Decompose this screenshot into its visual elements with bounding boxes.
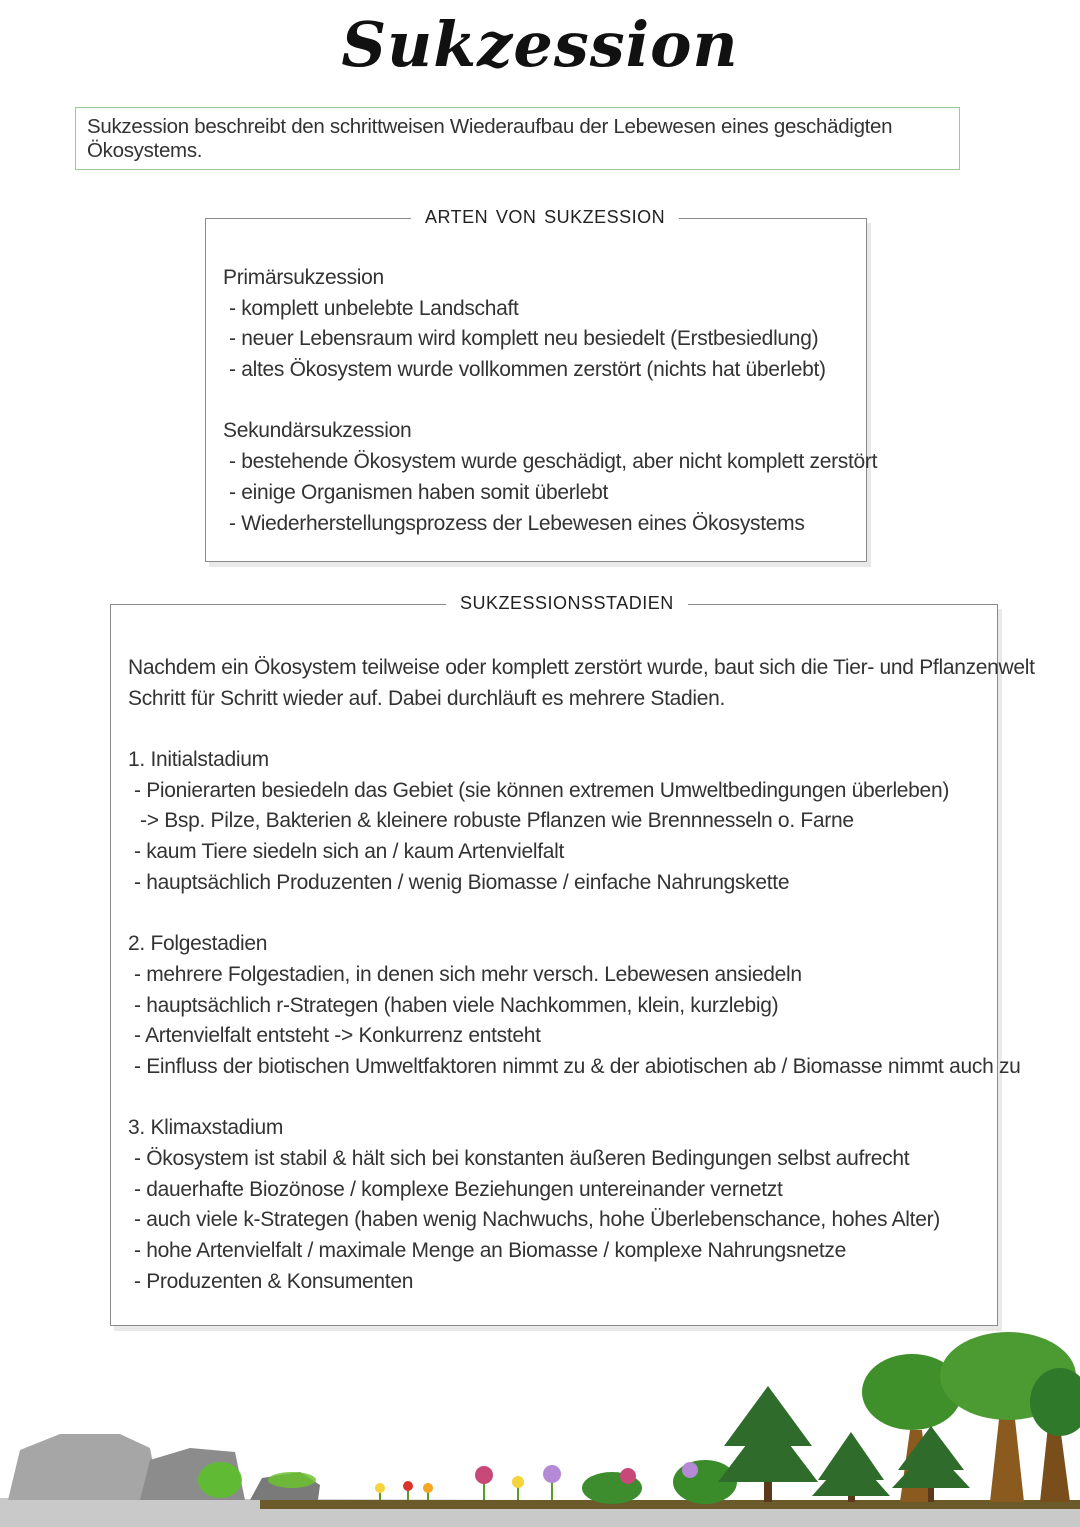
stages-content <box>128 653 1035 1297</box>
flower-icon <box>620 1468 636 1484</box>
soil-strip <box>260 1500 1080 1509</box>
stage1-point: - hauptsächlich Produzenten / wenig Biomasse / einfache Nahrungskette <box>134 870 790 894</box>
secondary-point: - einige Organismen haben somit überlebt <box>229 480 609 504</box>
stage3-point: - Ökosystem ist stabil & hält sich bei konstanten äußeren Bedingungen selbst aufrecht <box>134 1147 910 1170</box>
succession-illustration <box>0 1330 1080 1527</box>
primary-point: - neuer Lebensraum wird komplett neu besiedelt (Erstbesiedlung) <box>229 327 819 351</box>
stage2-point: - Artenvielfalt entsteht -> Konkurrenz entsteht <box>134 1024 541 1048</box>
intro-line: Nachdem ein Ökosystem teilweise oder komplett zerstört wurde, baut sich die Tier- und Pflanzenwelt <box>128 656 1035 679</box>
stage3-point: - dauerhafte Biozönose / komplexe Beziehungen untereinander vernetzt <box>134 1177 783 1201</box>
intro-line: Schritt für Schritt wieder auf. Dabei durchläuft es mehrere Stadien. <box>128 686 726 710</box>
flower-icon <box>682 1462 698 1478</box>
stage1-title: 1. Initialstadium <box>128 748 269 772</box>
stage1-point: - kaum Tiere siedeln sich an / kaum Artenvielfalt <box>134 840 565 864</box>
stage2-point: - hauptsächlich r-Strategen (haben viele Nachkommen, klein, kurzlebig) <box>134 993 779 1017</box>
tree-icon <box>812 1432 890 1502</box>
types-box <box>205 199 878 562</box>
moss-icon <box>198 1462 242 1498</box>
stage2-title: 2. Folgestadien <box>128 932 268 956</box>
definition-text: Sukzession beschreibt den schrittweisen Wiederaufbau der Lebewesen eines geschädigten Ökosystems. <box>87 114 893 162</box>
primary-point: - komplett unbelebte Landschaft <box>229 296 519 320</box>
stage1-point: - Pionierarten besiedeln das Gebiet (sie können extremen Umweltbedingungen überleben) <box>134 778 950 802</box>
primary-title: Primärsukzession <box>223 266 384 289</box>
primary-point: - altes Ökosystem wurde vollkommen zerstört (nichts hat überlebt) <box>229 358 826 382</box>
rock-icon <box>8 1434 160 1500</box>
secondary-point: - bestehende Ökosystem wurde geschädigt, aber nicht komplett zerstört <box>229 450 878 474</box>
stage2-point: - mehrere Folgestadien, in denen sich mehr versch. Lebewesen ansiedeln <box>134 962 802 986</box>
stage3-point: - auch viele k-Strategen (haben wenig Nachwuchs, hohe Überlebenschance, hohes Alter) <box>134 1208 940 1232</box>
types-content <box>223 263 877 539</box>
types-heading: arten von sukzession <box>411 199 679 230</box>
stages-heading: sukzessionsstadien <box>446 585 688 616</box>
stages-box <box>110 585 1035 1326</box>
flower-icon <box>475 1465 561 1500</box>
tree-icon <box>1030 1368 1080 1502</box>
stage3-title: 3. Klimaxstadium <box>128 1116 284 1140</box>
secondary-point: - Wiederherstellungsprozess der Lebewesen eines Ökosystems <box>229 511 805 535</box>
flower-icon <box>375 1481 433 1500</box>
secondary-title: Sekundärsukzession <box>223 419 412 443</box>
stage2-point: - Einfluss der biotischen Umweltfaktoren nimmt zu & der abiotischen ab / Biomasse nimmt auch zu <box>134 1054 1021 1078</box>
page-title: Sukzession <box>341 8 739 81</box>
stage3-point: - Produzenten & Konsumenten <box>134 1269 414 1293</box>
definition-box <box>75 107 960 170</box>
stage3-point: - hohe Artenvielfalt / maximale Menge an Biomasse / komplexe Nahrungsnetze <box>134 1239 847 1263</box>
stage1-point: -> Bsp. Pilze, Bakterien & kleinere robuste Pflanzen wie Brennnesseln o. Farne <box>140 809 854 833</box>
moss-icon <box>268 1472 316 1488</box>
